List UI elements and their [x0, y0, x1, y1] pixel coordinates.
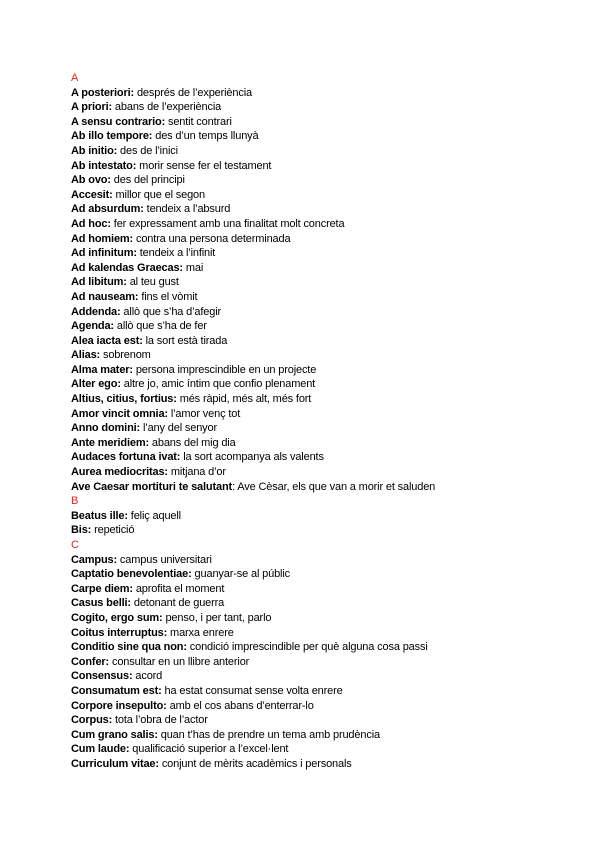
- glossary-entry: [71, 217, 571, 232]
- entry-definition: consultar en un llibre anterior: [109, 655, 250, 668]
- entry-term: Cogito, ergo sum:: [71, 611, 163, 624]
- entry-term: Curriculum vitae:: [71, 757, 159, 770]
- glossary-entry: [71, 377, 571, 392]
- glossary-entry: [71, 567, 571, 582]
- glossary-entry: [71, 188, 571, 203]
- entry-definition: tendeix a l’absurd: [143, 203, 231, 216]
- entry-term: Audaces fortuna ivat:: [71, 451, 181, 464]
- entry-definition: contra una persona determinada: [133, 232, 291, 245]
- entry-definition: després de l’experiència: [134, 86, 252, 99]
- entry-term: Altius, citius, fortius:: [71, 393, 177, 406]
- entry-term: Alma mater:: [71, 363, 133, 376]
- entry-term: Aurea mediocritas:: [71, 466, 168, 479]
- entry-term: Ad nauseam:: [71, 290, 139, 303]
- glossary-entry: [71, 757, 571, 772]
- glossary-entry: [71, 596, 571, 611]
- entry-definition: la sort acompanya als valents: [180, 451, 324, 464]
- entry-definition: quan t’has de prendre un tema amb prudència: [157, 728, 380, 741]
- entry-term: Ad libitum:: [71, 276, 127, 289]
- entry-term: Anno domini:: [71, 422, 141, 435]
- entry-term: Conditio sine qua non:: [71, 641, 187, 654]
- entry-definition: més ràpid, més alt, més fort: [176, 393, 312, 406]
- entry-definition: feliç aquell: [127, 509, 181, 522]
- entry-term: Carpe diem:: [71, 582, 133, 595]
- entry-term: Coitus interruptus:: [71, 626, 168, 639]
- glossary-entry: [71, 553, 571, 568]
- entry-definition: aprofita el moment: [132, 582, 225, 595]
- glossary-entry: [71, 246, 571, 261]
- entry-definition: detonant de guerra: [130, 597, 225, 610]
- entry-definition: abans del mig dia: [148, 436, 236, 449]
- entry-definition: amb el cos abans d’enterrar-lo: [166, 699, 314, 712]
- entry-term: Beatus ille:: [71, 509, 128, 522]
- entry-term: Accesit:: [71, 188, 113, 201]
- entry-term: Ad infinitum:: [71, 247, 137, 260]
- entry-definition: sentit contrari: [165, 115, 232, 128]
- glossary-entry: [71, 305, 571, 320]
- glossary-entry: [71, 144, 571, 159]
- glossary-entry: [71, 480, 571, 495]
- entry-definition: des de l’inici: [117, 144, 178, 157]
- entry-term: Captatio benevolentiae:: [71, 568, 192, 581]
- glossary-entry: [71, 582, 571, 597]
- entry-definition: acord: [132, 670, 163, 683]
- entry-definition: persona imprescindible en un projecte: [132, 363, 317, 376]
- glossary-entry: [71, 465, 571, 480]
- entry-definition: l’any del senyor: [140, 422, 218, 435]
- entry-term: Alea iacta est:: [71, 334, 143, 347]
- section-c: [71, 538, 571, 772]
- entry-term: Alias:: [71, 349, 101, 362]
- entry-definition: des d’un temps llunyà: [152, 130, 259, 143]
- entry-term: Corpore insepulto:: [71, 699, 167, 712]
- entry-term: Ab intestato:: [71, 159, 137, 172]
- entry-term: Campus:: [71, 553, 118, 566]
- glossary-entry: [71, 407, 571, 422]
- entry-definition: campus universitari: [117, 553, 212, 566]
- entry-definition: condició imprescindible per què alguna cosa passi: [186, 641, 428, 654]
- glossary-entry: [71, 684, 571, 699]
- entry-term: Bis:: [71, 524, 92, 537]
- entry-definition: penso, i per tant, parlo: [162, 611, 272, 624]
- section-b: [71, 494, 571, 538]
- glossary-entry: [71, 392, 571, 407]
- entry-term: Confer:: [71, 655, 110, 668]
- entry-term: Ad absurdum:: [71, 203, 144, 216]
- entry-definition: des del principi: [110, 174, 185, 187]
- entry-definition: marxa enrere: [167, 626, 234, 639]
- glossary-entry: [71, 699, 571, 714]
- entry-definition: tendeix a l’infinit: [136, 247, 216, 260]
- entry-term: A priori:: [71, 101, 113, 114]
- glossary-entry: [71, 611, 571, 626]
- entry-term: Agenda:: [71, 320, 114, 333]
- entry-term: Alter ego:: [71, 378, 121, 391]
- entry-definition: conjunt de mèrits acadèmics i personals: [158, 757, 352, 770]
- entry-definition: abans de l’experiència: [112, 101, 222, 114]
- entry-term: Ave Caesar mortituri te salutant: [71, 480, 233, 493]
- glossary-entry: [71, 348, 571, 363]
- glossary-entry: [71, 100, 571, 115]
- glossary-entry: [71, 655, 571, 670]
- glossary-entry: [71, 115, 571, 130]
- entry-definition: : Ave Cèsar, els que van a morir et saluden: [232, 480, 436, 493]
- entry-term: Ab illo tempore:: [71, 130, 153, 143]
- glossary-entry: [71, 159, 571, 174]
- entry-definition: allò que s’ha d’afegir: [120, 305, 222, 318]
- entry-definition: tota l’obra de l’actor: [112, 714, 208, 727]
- entry-term: Cum laude:: [71, 743, 130, 756]
- entry-definition: morir sense fer el testament: [136, 159, 272, 172]
- entry-term: Amor vincit omnia:: [71, 407, 168, 420]
- entry-term: Addenda:: [71, 305, 121, 318]
- entry-definition: millor que el segon: [112, 188, 205, 201]
- entry-definition: al teu gust: [126, 276, 179, 289]
- section-letter: C: [71, 539, 79, 551]
- entry-term: Ad homiem:: [71, 232, 134, 245]
- entry-term: Consensus:: [71, 670, 133, 683]
- glossary-entry: [71, 275, 571, 290]
- glossary-entry: [71, 261, 571, 276]
- entry-term: Ante meridiem:: [71, 436, 149, 449]
- section-letter: B: [71, 495, 79, 508]
- entry-term: Cum grano salis:: [71, 728, 158, 741]
- section-a: [71, 71, 571, 494]
- entry-definition: qualificació superior a l’excel·lent: [129, 743, 289, 756]
- glossary-entry: [71, 523, 571, 538]
- glossary-entry: [71, 202, 571, 217]
- glossary-entry: [71, 334, 571, 349]
- entry-definition: repetició: [91, 524, 135, 537]
- glossary-entry: [71, 640, 571, 655]
- glossary-entry: [71, 363, 571, 378]
- glossary-entry: [71, 742, 571, 757]
- glossary-entry: [71, 728, 571, 743]
- glossary-entry: [71, 129, 571, 144]
- entry-term: Ab initio:: [71, 144, 118, 157]
- glossary-entry: [71, 509, 571, 524]
- entry-definition: fins el vòmit: [138, 290, 198, 303]
- glossary-page: [71, 71, 571, 772]
- entry-definition: mai: [182, 261, 204, 274]
- glossary-entry: [71, 173, 571, 188]
- entry-definition: l’amor venç tot: [167, 407, 241, 420]
- glossary-entry: [71, 86, 571, 101]
- glossary-entry: [71, 436, 571, 451]
- entry-term: A posteriori:: [71, 86, 135, 99]
- entry-definition: altre jo, amic íntim que confio plenament: [120, 378, 316, 391]
- glossary-entry: [71, 450, 571, 465]
- entry-term: Ad kalendas Graecas:: [71, 261, 183, 274]
- entry-term: Casus belli:: [71, 597, 131, 610]
- glossary-entry: [71, 713, 571, 728]
- glossary-entry: [71, 290, 571, 305]
- entry-term: Ad hoc:: [71, 217, 111, 230]
- section-letter: A: [71, 72, 79, 84]
- entry-term: Ab ovo:: [71, 174, 111, 187]
- entry-definition: fer expressament amb una finalitat molt concreta: [110, 217, 345, 230]
- entry-definition: guanyar-se al públic: [191, 568, 290, 581]
- glossary-entry: [71, 232, 571, 247]
- entry-definition: la sort està tirada: [142, 334, 228, 347]
- entry-definition: allò que s’ha de fer: [113, 320, 207, 333]
- entry-definition: sobrenom: [100, 349, 151, 362]
- glossary-entry: [71, 319, 571, 334]
- glossary-entry: [71, 626, 571, 641]
- entry-definition: ha estat consumat sense volta enrere: [161, 684, 343, 697]
- glossary-entry: [71, 669, 571, 684]
- glossary-entry: [71, 421, 571, 436]
- entry-term: A sensu contrario:: [71, 115, 166, 128]
- entry-definition: mitjana d’or: [167, 466, 226, 479]
- entry-term: Consumatum est:: [71, 684, 162, 697]
- entry-term: Corpus:: [71, 714, 113, 727]
